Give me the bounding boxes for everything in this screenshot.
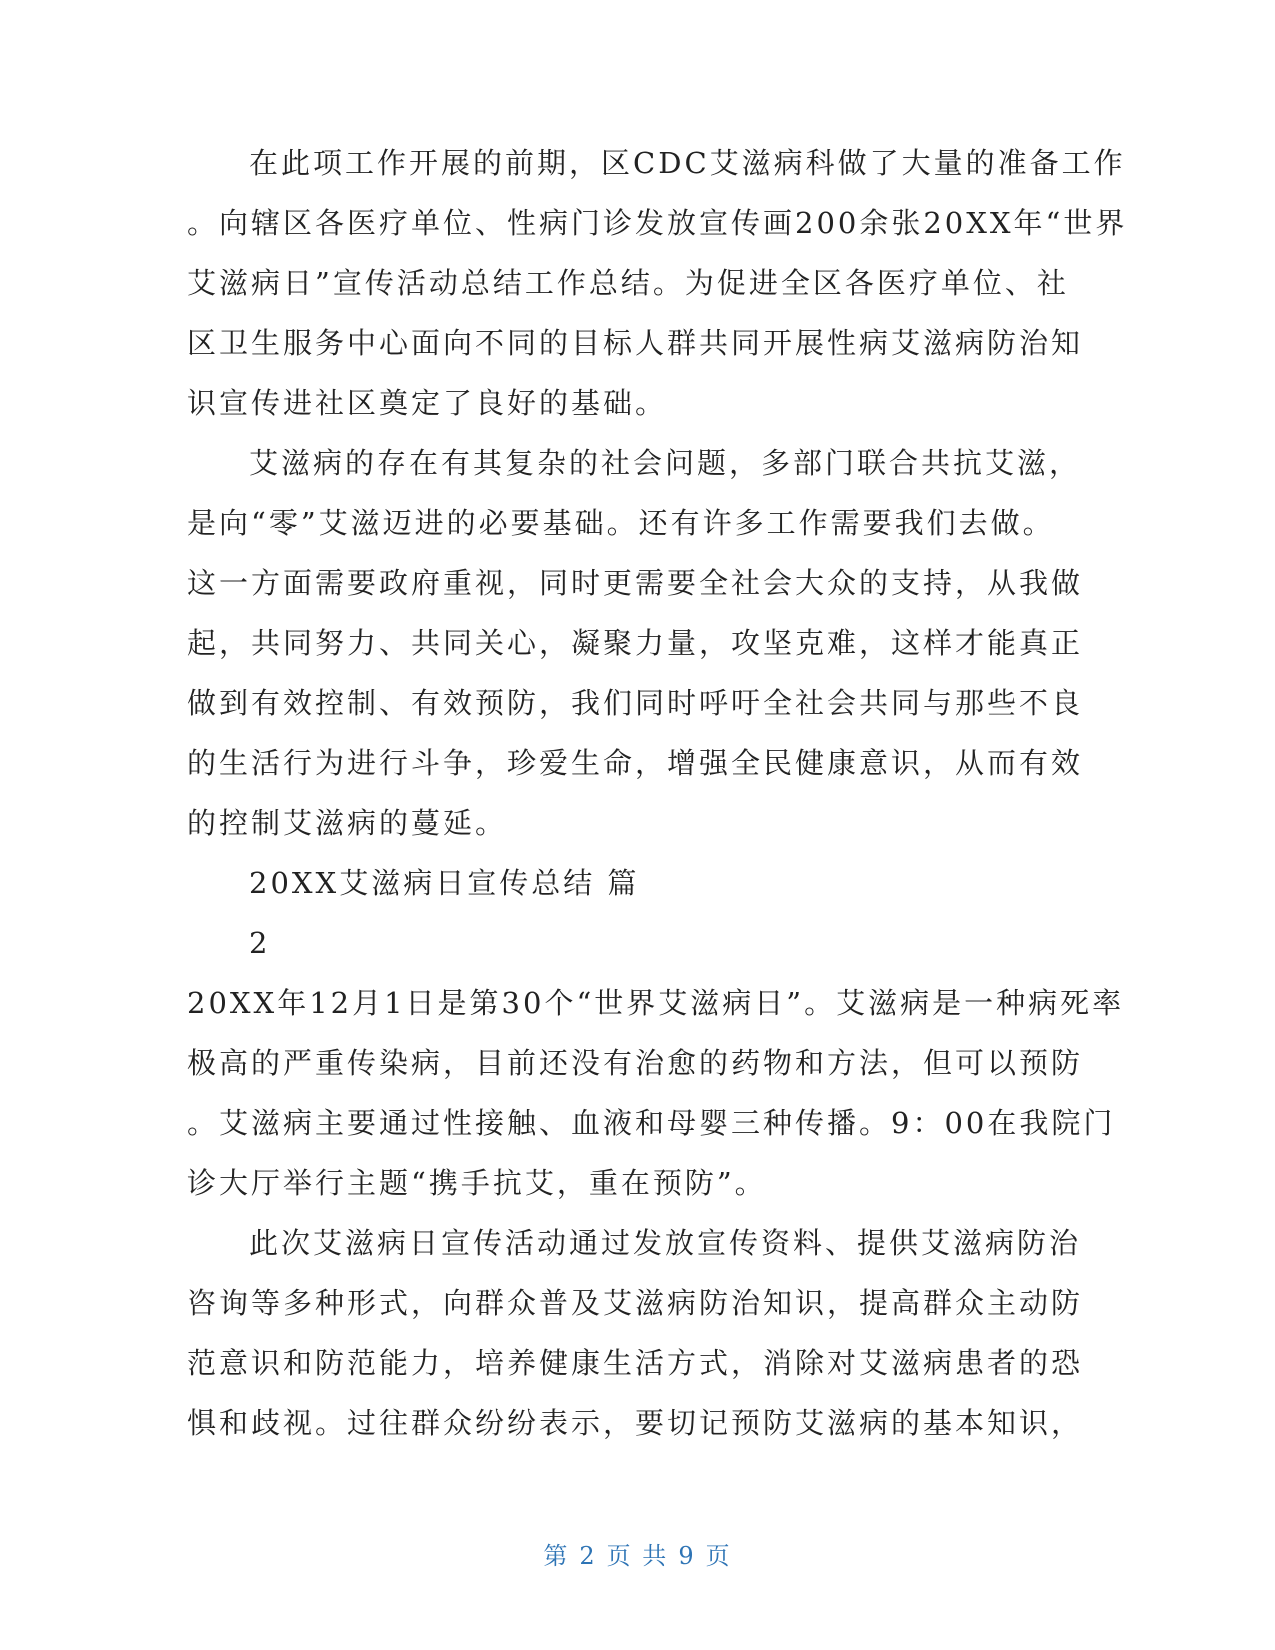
text-line: 惧和歧视。过往群众纷纷表示，要切记预防艾滋病的基本知识， (187, 1406, 1084, 1440)
section-number: 2 (249, 926, 271, 960)
text-line: 这一方面需要政府重视，同时更需要全社会大众的支持，从我做 (187, 566, 1084, 600)
footer-middle: 页 共 (606, 1542, 669, 1570)
text-line: 在此项工作开展的前期，区CDC艾滋病科做了大量的准备工作 (249, 146, 1126, 180)
text-line: 诊大厅举行主题“携手抗艾，重在预防”。 (187, 1166, 767, 1200)
text-line: 。艾滋病主要通过性接触、血液和母婴三种传播。9：00在我院门 (187, 1106, 1116, 1140)
text-line: 是向“零”艾滋迈进的必要基础。还有许多工作需要我们去做。 (187, 506, 1055, 540)
text-line: 艾滋病的存在有其复杂的社会问题，多部门联合共抗艾滋， (249, 446, 1082, 480)
text-line: 20XX年12月1日是第30个“世界艾滋病日”。艾滋病是一种病死率 (187, 986, 1125, 1020)
text-line: 的控制艾滋病的蔓延。 (187, 806, 508, 840)
page-footer (0, 1536, 1275, 1571)
text-line: 识宣传进社区奠定了良好的基础。 (187, 386, 668, 420)
text-line: 的生活行为进行斗争，珍爱生命，增强全民健康意识，从而有效 (187, 746, 1084, 780)
text-line: 艾滋病日”宣传活动总结工作总结。为促进全区各医疗单位、社 (187, 266, 1069, 300)
text-line: 极高的严重传染病，目前还没有治愈的药物和方法，但可以预防 (187, 1046, 1084, 1080)
footer-prefix: 第 (543, 1542, 570, 1570)
text-line: 此次艾滋病日宣传活动通过发放宣传资料、提供艾滋病防治 (249, 1226, 1082, 1260)
text-line: 起，共同努力、共同关心，凝聚力量，攻坚克难，这样才能真正 (187, 626, 1084, 660)
footer-suffix: 页 (705, 1542, 732, 1570)
text-line: 。向辖区各医疗单位、性病门诊发放宣传画200余张20XX年“世界 (187, 206, 1128, 240)
text-line: 咨询等多种形式，向群众普及艾滋病防治知识，提高群众主动防 (187, 1286, 1084, 1320)
footer-total-pages: 9 (678, 1542, 696, 1570)
text-line: 做到有效控制、有效预防，我们同时呼吁全社会共同与那些不良 (187, 686, 1084, 720)
section-heading: 20XX艾滋病日宣传总结 篇 (249, 866, 640, 900)
text-line: 区卫生服务中心面向不同的目标人群共同开展性病艾滋病防治知 (187, 326, 1084, 360)
document-body (187, 133, 1128, 1453)
footer-current-page: 2 (579, 1542, 597, 1570)
text-line: 范意识和防范能力，培养健康生活方式，消除对艾滋病患者的恐 (187, 1346, 1084, 1380)
